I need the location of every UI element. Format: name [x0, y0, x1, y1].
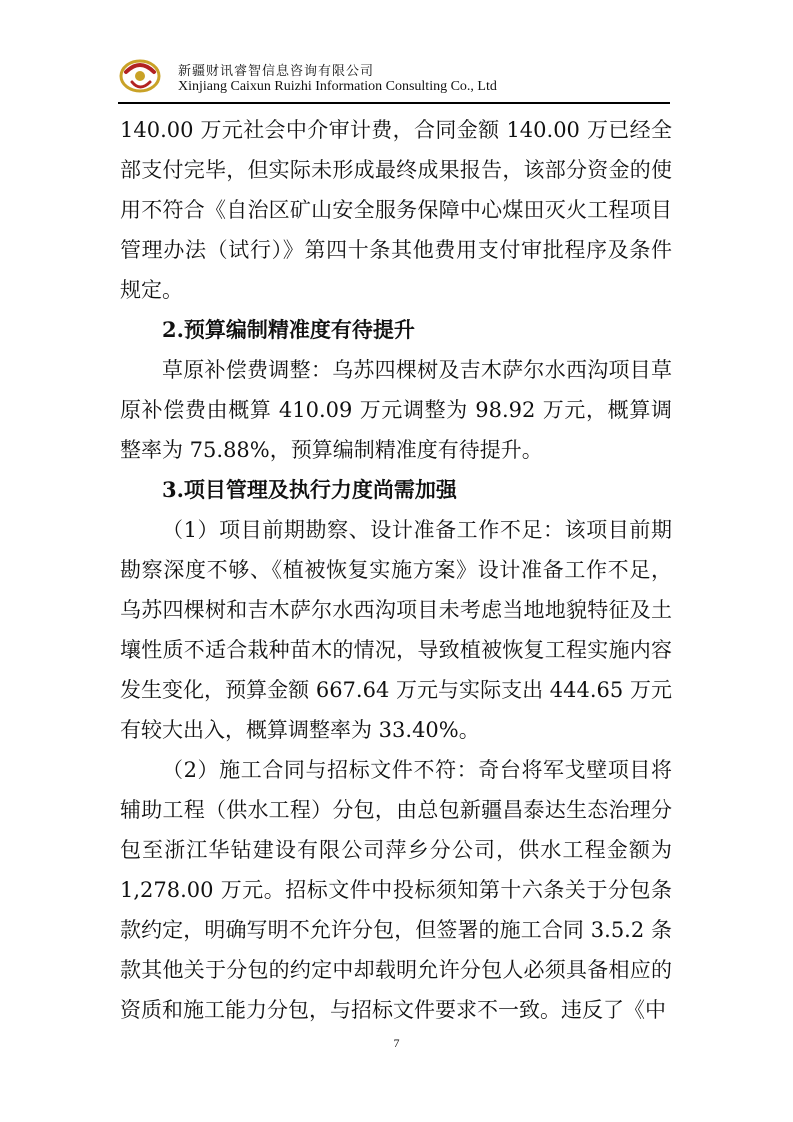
- section-heading-2: 2.预算编制精准度有待提升: [162, 317, 415, 342]
- page-number: 7: [393, 1036, 400, 1050]
- company-logo-icon: [118, 52, 162, 96]
- paragraph-continued: 140.00 万元社会中介审计费，合同金额 140.00 万已经全部支付完毕，但实际未形成最终成果报告，该部分资金的使用不符合《自治区矿山安全服务保障中心煤田灭火工程项目管理办法（试行）》第四十条其他费用支付审批程序及条件规定。: [120, 118, 672, 302]
- page-header: [118, 52, 670, 102]
- company-name-cn: 新疆财讯睿智信息咨询有限公司: [178, 64, 375, 79]
- section-heading-3: 3.项目管理及执行力度尚需加强: [162, 477, 457, 502]
- document-body: [120, 110, 672, 1030]
- company-name-en: Xinjiang Caixun Ruizhi Information Consulting Co., Ltd: [178, 79, 497, 94]
- header-rule: [118, 102, 670, 104]
- paragraph-item-2: （2）施工合同与招标文件不符：奇台将军戈壁项目将辅助工程（供水工程）分包，由总包新疆昌泰达生态治理分包至浙江华钻建设有限公司萍乡分公司，供水工程金额为 1,278.00 万元。招标文件中投标须知第十六条关于分包条款约定，明确写明不允许分包，但签署的施工合同 3.5.2 条款其他关于分包的约定中却载明允许分包人必须具备相应的资质和施工能力分包，与招标文件要求不一致。违反了《中: [120, 758, 672, 1022]
- paragraph-grassland-compensation: 草原补偿费调整：乌苏四棵树及吉木萨尔水西沟项目草原补偿费由概算 410.09 万元调整为 98.92 万元，概算调整率为 75.88%，预算编制精准度有待提升。: [120, 358, 672, 462]
- paragraph-item-1: （1）项目前期勘察、设计准备工作不足：该项目前期勘察深度不够、《植被恢复实施方案》设计准备工作不足，乌苏四棵树和吉木萨尔水西沟项目未考虑当地地貌特征及土壤性质不适合栽种苗木的情况，导致植被恢复工程实施内容发生变化，预算金额 667.64 万元与实际支出 444.65 万元有较大出入，概算调整率为 33.40%。: [120, 518, 672, 742]
